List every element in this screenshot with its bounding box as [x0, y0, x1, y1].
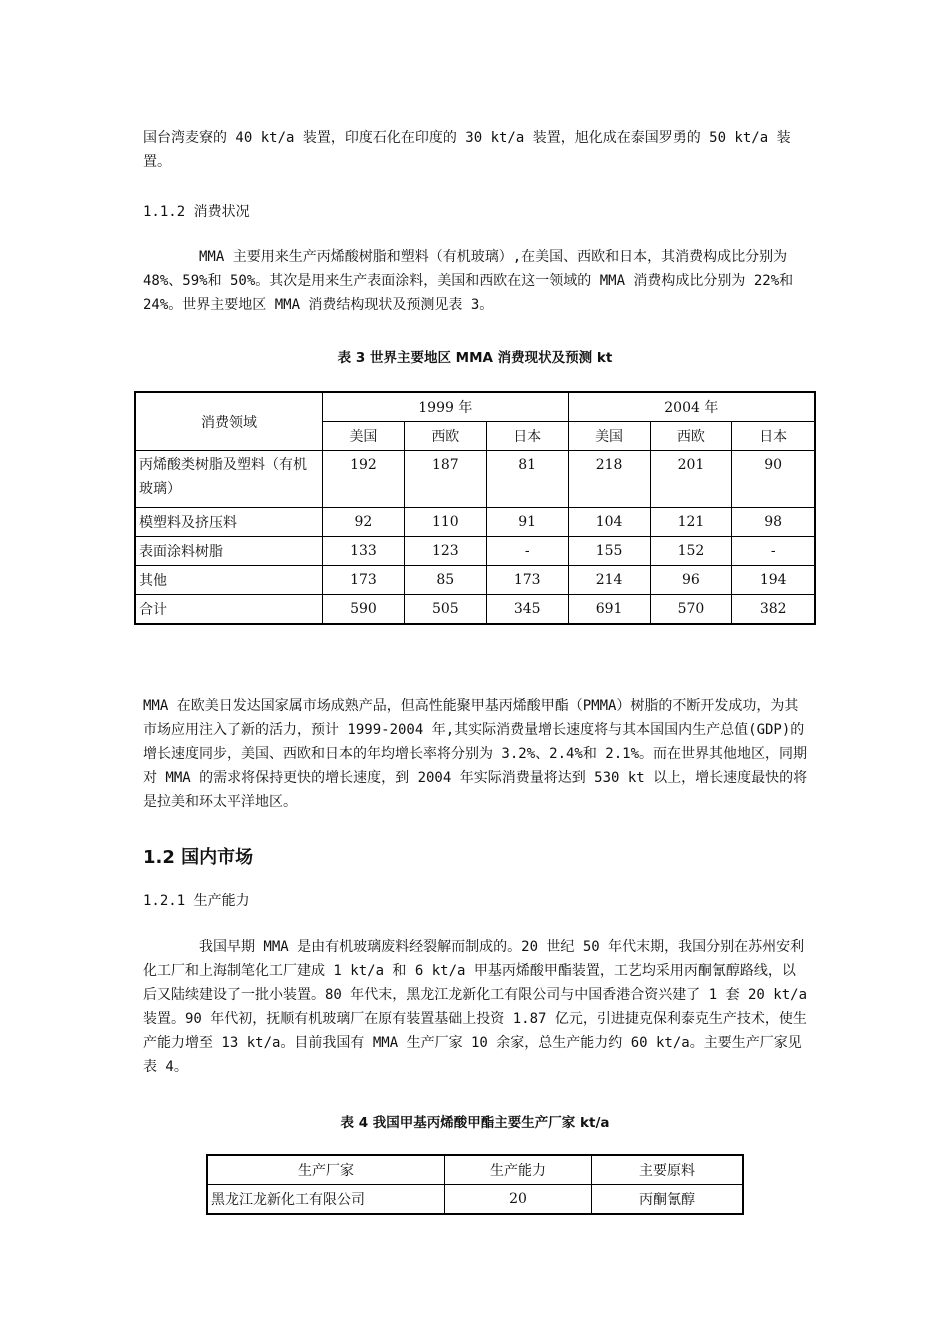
cell-value: 382 [732, 595, 815, 625]
header-region: 西欧 [650, 422, 732, 451]
header-region: 美国 [568, 422, 650, 451]
consumption-table [134, 391, 816, 625]
paragraph-text: 国台湾麦寮的 40 kt/a 装置，印度石化在印度的 30 kt/a 装置，旭化成在泰国罗勇的 50 kt/a 装置。 [143, 130, 791, 170]
table3-caption: 表 3 世界主要地区 MMA 消费现状及预测 kt [337, 350, 613, 366]
cell-value: 92 [323, 508, 405, 537]
table-row-total [135, 595, 815, 625]
cell-value: 570 [650, 595, 732, 625]
header-region: 日本 [732, 422, 815, 451]
table-row [207, 1185, 743, 1215]
paragraph-market-outlook [143, 694, 808, 814]
cell-value: 173 [323, 566, 405, 595]
cell-value: 91 [486, 508, 568, 537]
row-label: 模塑料及挤压料 [135, 508, 323, 537]
header-region: 美国 [323, 422, 405, 451]
section-heading-1-1-2 [143, 200, 808, 224]
paragraph-intro [143, 126, 808, 174]
cell-value: 345 [486, 595, 568, 625]
row-label: 表面涂料树脂 [135, 537, 323, 566]
cell-value: 90 [732, 451, 815, 508]
row-label: 其他 [135, 566, 323, 595]
header-year-2004: 2004 年 [568, 392, 815, 422]
paragraph-text: 我国早期 MMA 是由有机玻璃废料经裂解而制成的。20 世纪 50 年代末期，我国分别在苏州安利化工厂和上海制笔化工厂建成 1 kt/a 和 6 kt/a 甲基丙烯酸甲酯装置，工艺均采用丙酮氰醇路线，以后又陆续建设了一批小装置。80 年代末，黑龙江龙新化工有限公司与中国香港合资兴建了 1 套 20 kt/a 装置。90 年代初，抚顺有机玻璃厂在原有装置基础上投资 1.87 亿元，引进捷克保利泰克生产技术，使生产能力增至 13 kt/a。目前我国有 MMA 生产厂家 10 余家，总生产能力约 60 kt/a。主要生产厂家见表 4。 [143, 939, 807, 1075]
cell-value: 123 [404, 537, 486, 566]
producers-table [206, 1154, 744, 1215]
cell-value: 152 [650, 537, 732, 566]
cell-value: 192 [323, 451, 405, 508]
cell-capacity: 20 [445, 1185, 592, 1215]
header-capacity: 生产能力 [445, 1155, 592, 1185]
cell-value: 194 [732, 566, 815, 595]
cell-producer: 黑龙江龙新化工有限公司 [207, 1185, 445, 1215]
cell-value: 133 [323, 537, 405, 566]
cell-value: 121 [650, 508, 732, 537]
cell-value: 691 [568, 595, 650, 625]
cell-value: 173 [486, 566, 568, 595]
table-row [135, 537, 815, 566]
section-heading-1-2-1 [143, 889, 808, 913]
table4-caption: 表 4 我国甲基丙烯酸甲酯主要生产厂家 kt/a [340, 1115, 610, 1131]
cell-value: 81 [486, 451, 568, 508]
cell-raw-material: 丙酮氰醇 [592, 1185, 744, 1215]
cell-value: - [732, 537, 815, 566]
table-header-row [207, 1155, 743, 1185]
cell-value: 505 [404, 595, 486, 625]
cell-value: 218 [568, 451, 650, 508]
cell-value: 96 [650, 566, 732, 595]
header-field: 消费领域 [135, 392, 323, 451]
paragraph-text: MMA 主要用来生产丙烯酸树脂和塑料（有机玻璃）,在美国、西欧和日本，其消费构成比分别为 48%、59%和 50%。其次是用来生产表面涂料，美国和西欧在这一领域的 MMA 消费构成比分别为 22%和 24%。世界主要地区 MMA 消费结构现状及预测见表 3。 [143, 249, 794, 313]
cell-value: 110 [404, 508, 486, 537]
cell-value: 98 [732, 508, 815, 537]
cell-value: 85 [404, 566, 486, 595]
header-year-1999: 1999 年 [323, 392, 569, 422]
table-row [135, 508, 815, 537]
section-heading-1-2: 1.2 国内市场 [143, 847, 254, 868]
header-raw-material: 主要原料 [592, 1155, 744, 1185]
paragraph-consumption [143, 245, 808, 317]
table-row [135, 566, 815, 595]
cell-value: 201 [650, 451, 732, 508]
section-label: 1.2.1 生产能力 [143, 893, 250, 909]
paragraph-capacity [143, 935, 808, 1079]
paragraph-text: MMA 在欧美日发达国家属市场成熟产品，但高性能聚甲基丙烯酸甲酯（PMMA）树脂的不断开发成功，为其市场应用注入了新的活力，预计 1999-2004 年,其实际消费量增长速度将与其本国国内生产总值(GDP)的增长速度同步，美国、西欧和日本的年均增长率将分别为 3.2%、2.4%和 2.1%。而在世界其他地区，同期对 MMA 的需求将保持更快的增长速度，到 2004 年实际消费量将达到 530 kt 以上，增长速度最快的将是拉美和环太平洋地区。 [143, 698, 808, 810]
header-region: 日本 [486, 422, 568, 451]
cell-value: - [486, 537, 568, 566]
cell-value: 187 [404, 451, 486, 508]
cell-value: 104 [568, 508, 650, 537]
header-region: 西欧 [404, 422, 486, 451]
section-label: 1.1.2 消费状况 [143, 204, 250, 220]
table-row [135, 451, 815, 508]
cell-value: 590 [323, 595, 405, 625]
row-label: 合计 [135, 595, 323, 625]
header-producer: 生产厂家 [207, 1155, 445, 1185]
row-label: 丙烯酸类树脂及塑料（有机玻璃） [135, 451, 323, 508]
cell-value: 155 [568, 537, 650, 566]
cell-value: 214 [568, 566, 650, 595]
